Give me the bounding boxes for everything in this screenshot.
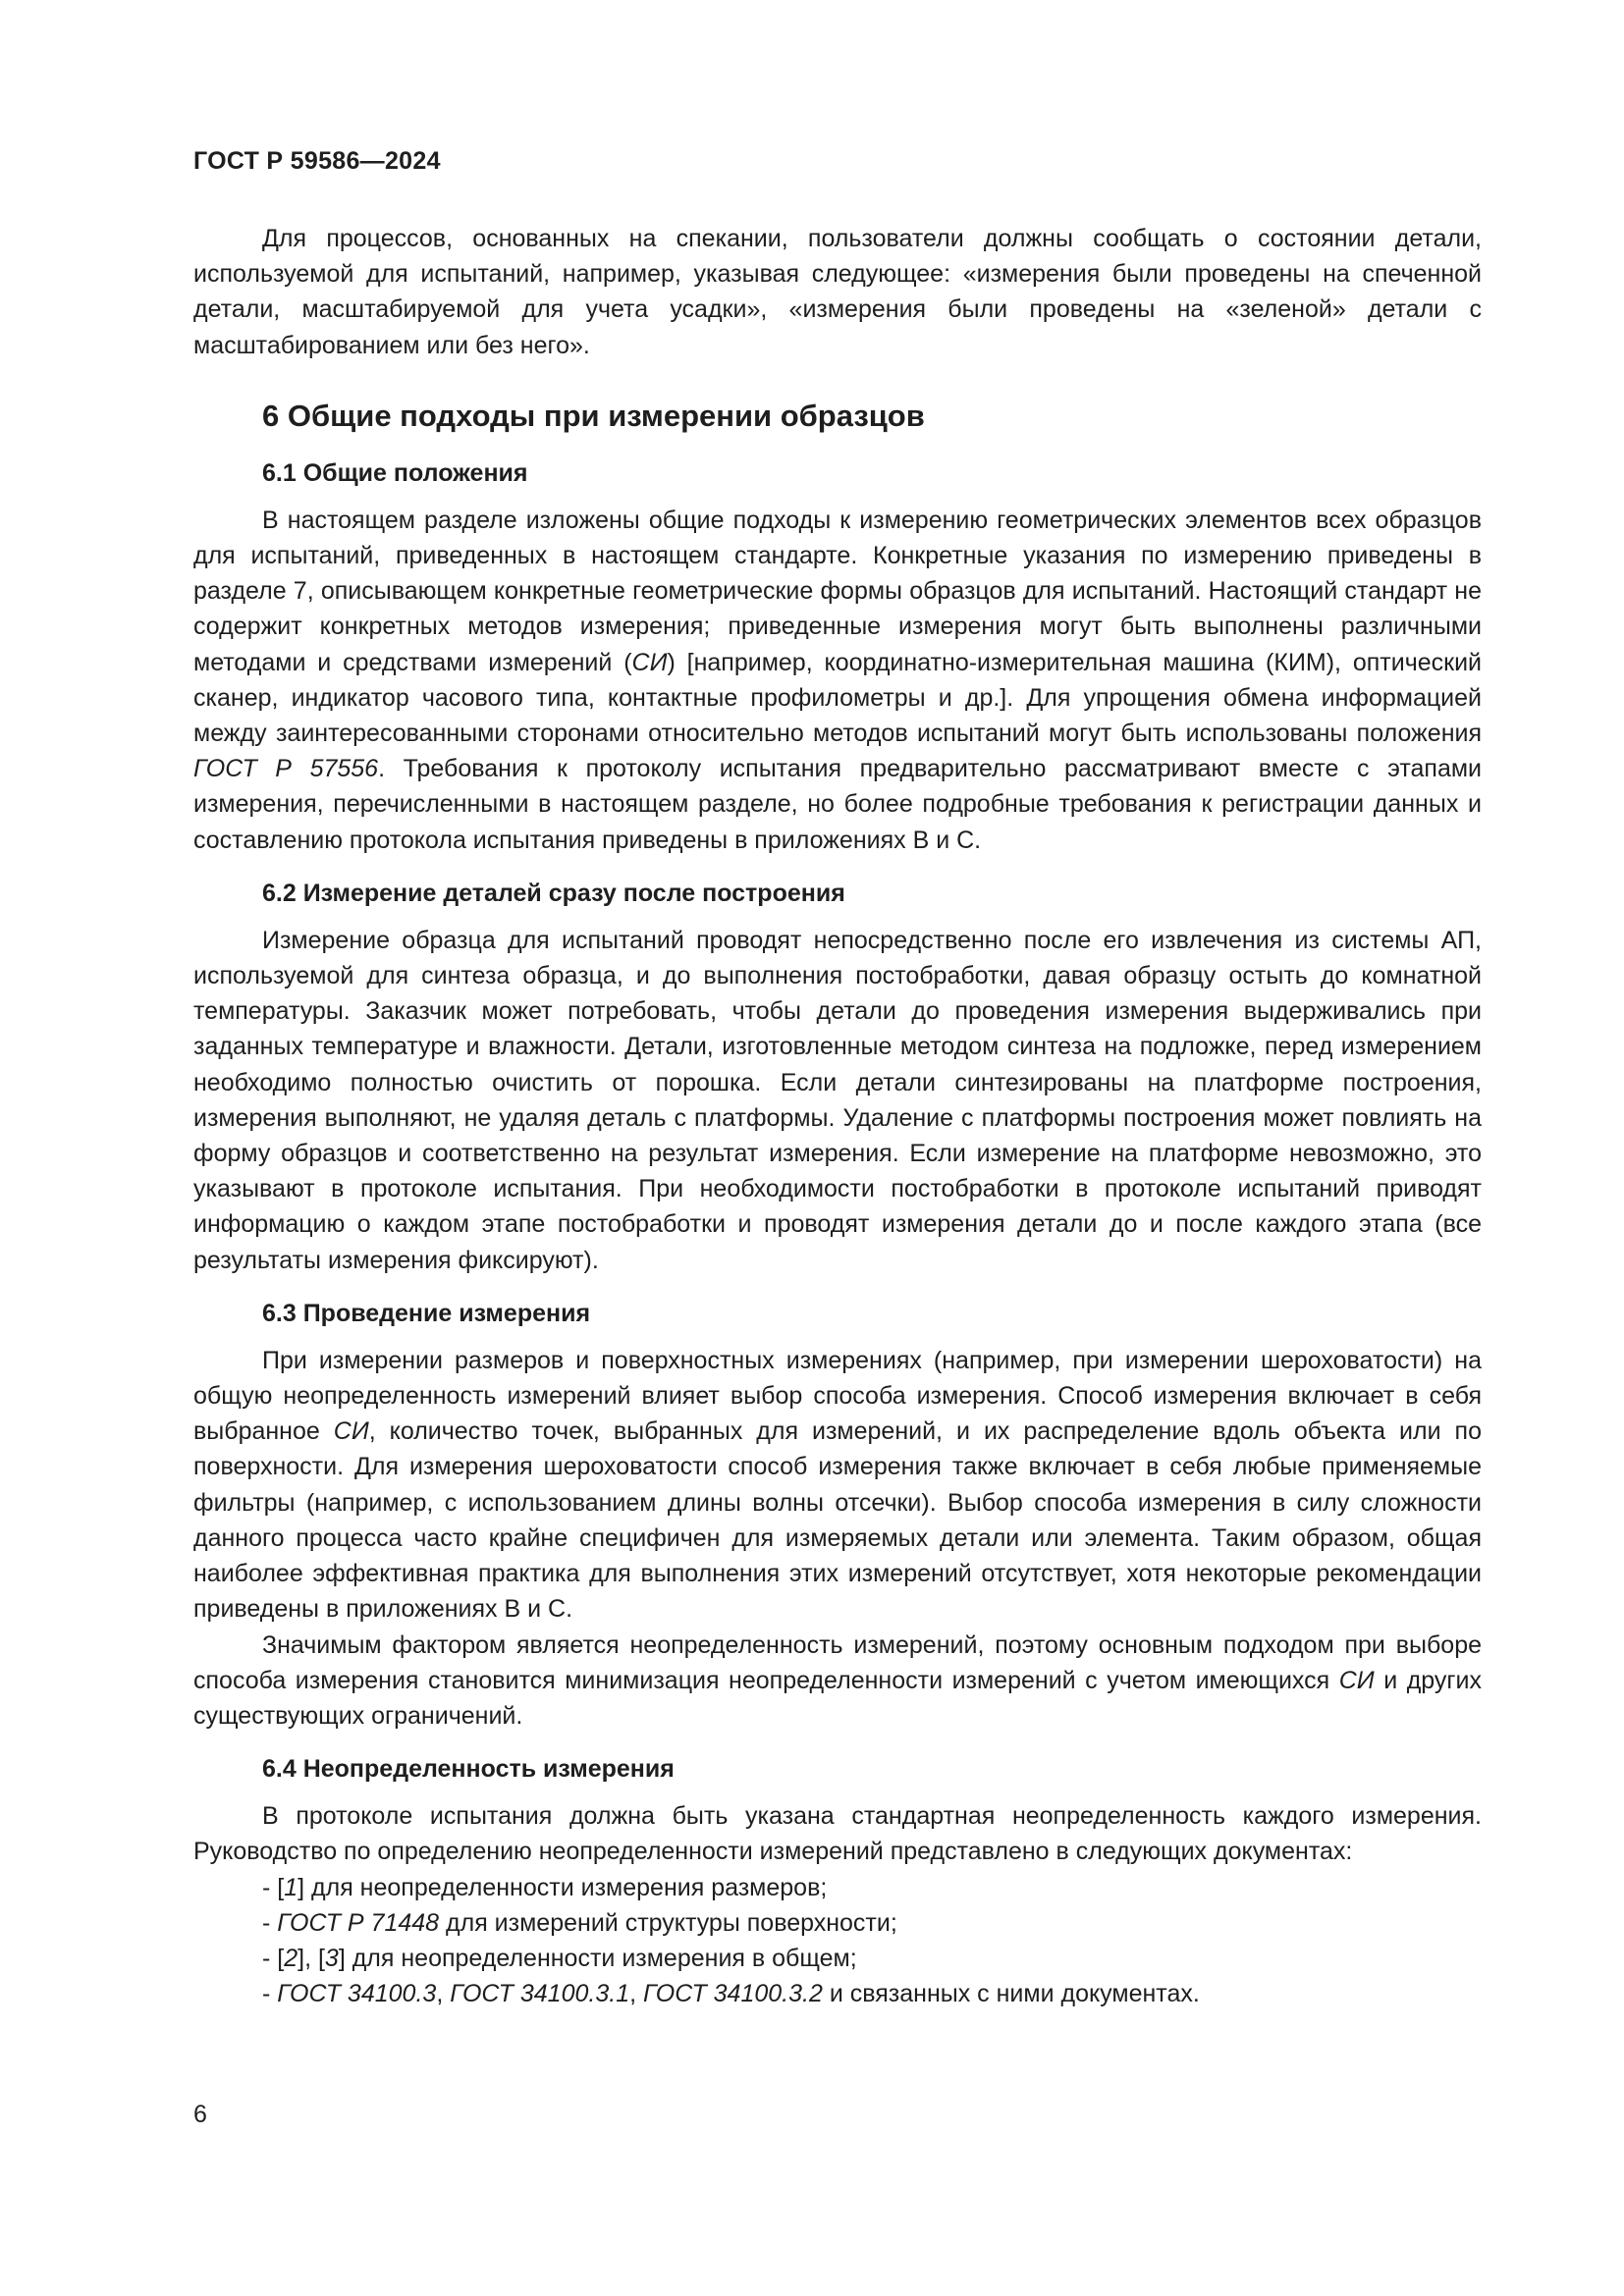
intro-paragraph: Для процессов, основанных на спекании, пользователи должны сообщать о состоянии детали, используемой для испытаний, например, указывая следующее: «измерения были проведены на спеченной детали, масштабируемой для учета усадки», «измерения были проведены на «зеленой» детали с масштабированием или без него».: [193, 225, 1482, 359]
text-run: ) [например, координатно-измерительная машина (КИМ), оптический сканер, индикатор часового типа, контактные профилометры и др.]. Для упрощения обмена информацией между заинтересованными сторонами относительно методов испытаний могут быть использованы положения: [193, 648, 1483, 748]
list-dash: -: [262, 1980, 278, 2008]
reference-list: [193, 1870, 1482, 2012]
list-item: [193, 1941, 1482, 1976]
list-separator: ,: [436, 1980, 451, 2008]
section-6-1-title: 6.1 Общие положения: [262, 458, 528, 487]
bibliography-reference: 1: [284, 1873, 298, 1901]
text-run: . Требования к протоколу испытания предварительно рассматривают вместе с этапами измерения, перечисленными в настоящем разделе, но более подробные требования к регистрации данных и составлению протокола испытания приведены в приложениях В и С.: [193, 755, 1483, 854]
section-6-1-paragraph: [193, 503, 1482, 858]
list-item: [193, 1870, 1482, 1905]
list-item-text: ] для неопределенности измерения размеров;: [298, 1873, 828, 1901]
list-item-text: ] для неопределенности измерения в общем;: [338, 1944, 857, 1972]
section-6-title: 6 Общие подходы при измерении образцов: [262, 398, 925, 433]
list-separator: ,: [629, 1980, 643, 2008]
section-6-2-title: 6.2 Измерение деталей сразу после построения: [262, 879, 845, 907]
text-run: Значимым фактором является неопределенность измерений, поэтому основным подходом при выборе способа измерения становится минимизация неопределенности измерений с учетом имеющихся: [193, 1630, 1482, 1694]
section-6-2-paragraph: Измерение образца для испытаний проводят непосредственно после его извлечения из системы АП, используемой для синтеза образца, и до выполнения постобработки, давая образцу остыть до комнатной температуры. Заказчик может потребовать, чтобы детали до проведения измерения выдерживались при заданных температуре и влажности. Детали, изготовленные методом синтеза на подложке, перед измерением необходимо полностью очистить от порошка. Если детали синтезированы на платформе построения, измерения выполняют, не удаляя деталь с платформы. Удаление с платформы построения может повлиять на форму образцов и соответственно на результат измерения. Если измерение на платформе невозможно, это указывают в протоколе испытания. При необходимости постобработки в протоколе испытаний приводят информацию о каждом этапе постобработки и проводят измерения детали до и после каждого этапа (все результаты измерения фиксируют).: [193, 926, 1482, 1274]
standard-reference: ГОСТ Р 71448: [277, 1908, 440, 1937]
list-item-text: для измерений структуры поверхности;: [439, 1908, 897, 1937]
document-header: ГОСТ Р 59586—2024: [193, 147, 441, 175]
standard-reference: ГОСТ 34100.3.2: [643, 1980, 823, 2008]
bibliography-reference: 3: [324, 1944, 339, 1972]
si-abbreviation: СИ: [1338, 1666, 1375, 1694]
list-dash: - [: [262, 1944, 285, 1972]
si-abbreviation: СИ: [631, 648, 668, 676]
section-6-4-paragraph: В протоколе испытания должна быть указана стандартная неопределенность каждого измерения. Руководство по определению неопределенности измерений представлено в следующих документах:: [193, 1802, 1482, 1866]
section-6-3-title: 6.3 Проведение измерения: [262, 1299, 591, 1327]
section-6-3-paragraph-1: [193, 1343, 1482, 1628]
section-6-4-title: 6.4 Неопределенность измерения: [262, 1755, 675, 1784]
si-abbreviation: СИ: [333, 1417, 369, 1446]
text-run: и других существующих ограничений.: [193, 1666, 1482, 1730]
list-item-text: и связанных с ними документах.: [822, 1980, 1200, 2008]
list-dash: -: [262, 1908, 278, 1937]
bibliography-reference: 2: [284, 1944, 298, 1972]
page-content: [193, 221, 1482, 2011]
list-dash: - [: [262, 1873, 285, 1901]
list-separator: ], [: [298, 1944, 325, 1972]
list-item: [193, 1905, 1482, 1941]
text-run: При измерении размеров и поверхностных измерениях (например, при измерении шероховатости) на общую неопределенность измерений влияет выбор способа измерения. Способ измерения включает в себя выбранное: [193, 1346, 1482, 1446]
page-number: 6: [193, 2101, 207, 2128]
standard-reference: ГОСТ Р 57556: [193, 755, 379, 783]
list-item: [193, 1976, 1482, 2011]
text-run: В настоящем разделе изложены общие подходы к измерению геометрических элементов всех образцов для испытаний, приведенных в настоящем стандарте. Конкретные указания по измерению приведены в разделе 7, описывающем конкретные геометрические формы образцов для испытаний. Настоящий стандарт не содержит конкретных методов измерения; приведенные измерения могут быть выполнены различными методами и средствами измерений (: [193, 506, 1482, 676]
standard-reference: ГОСТ 34100.3: [277, 1980, 437, 2008]
text-run: , количество точек, выбранных для измерений, и их распределение вдоль объекта или по поверхности. Для измерения шероховатости способ измерения также включает в себя любые применяемые фильтры (например, с использованием длины волны отсечки). Выбор способа измерения в силу сложности данного процесса часто крайне специфичен для измеряемых детали или элемента. Таким образом, общая наиболее эффективная практика для выполнения этих измерений отсутствует, хотя некоторые рекомендации приведены в приложениях В и С.: [193, 1417, 1482, 1624]
standard-reference: ГОСТ 34100.3.1: [450, 1980, 630, 2008]
section-6-3-paragraph-2: [193, 1628, 1482, 1735]
